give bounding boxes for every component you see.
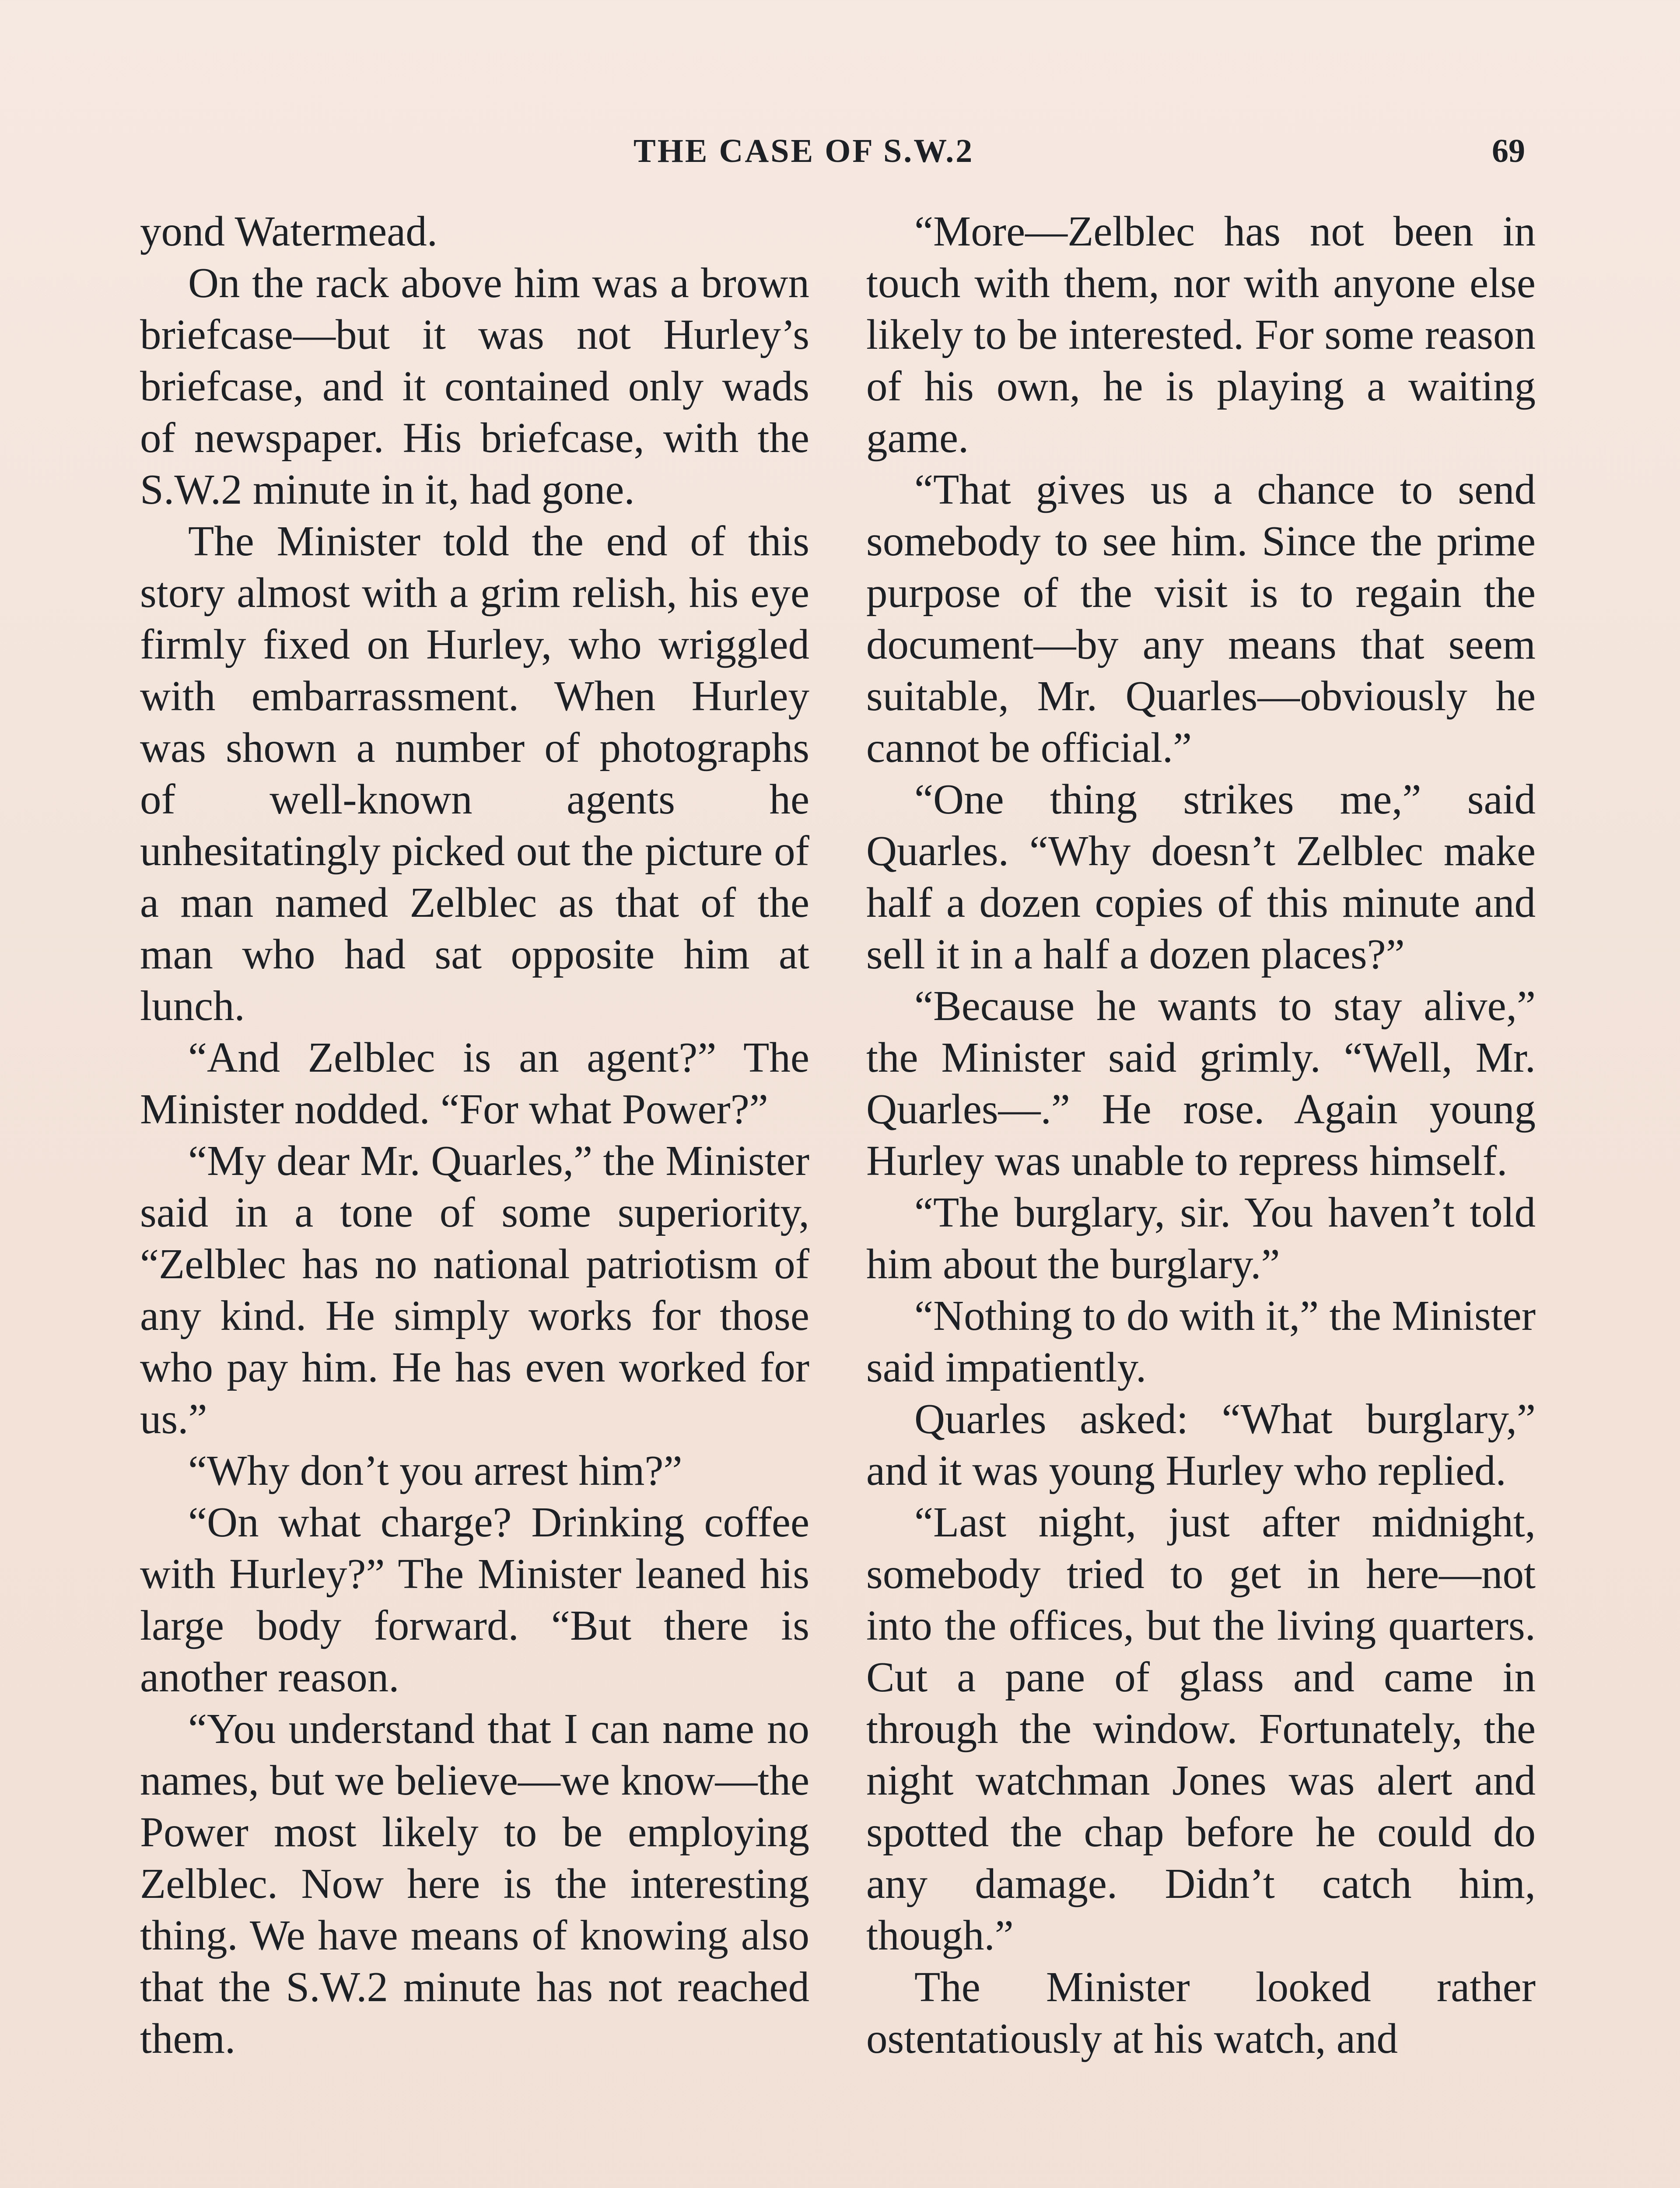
paragraph: “On what charge? Drinking coffee with Hurley?” The Minister leaned his large body forward. “But there is another reason.	[140, 1499, 809, 1701]
paragraph: Quarles asked: “What burglary,” and it was young Hurley who replied.	[866, 1396, 1536, 1494]
paragraph: “You understand that I can name no names, but we believe—we know—the Power most likely to be employing Zelblec. Now here is the interesting thing. We have means of knowing also that the S.W.2 minute has not reached them.	[140, 1705, 809, 2062]
page-number: 69	[1492, 133, 1525, 169]
left-column	[140, 206, 809, 2065]
paragraph: yond Watermead.	[140, 208, 438, 255]
paragraph: “One thing strikes me,” said Quarles. “Why doesn’t Zelblec make half a dozen copies of this minute and sell it in a half a dozen places?”	[866, 776, 1536, 978]
paragraph: “Why don’t you arrest him?”	[188, 1447, 682, 1494]
paragraph: “My dear Mr. Quarles,” the Minister said in a tone of some superiority, “Zelblec has no national patriotism of any kind. He simply works for those who pay him. He has even worked for us.”	[140, 1137, 809, 1442]
right-column	[866, 206, 1536, 2065]
paragraph: The Minister looked rather ostentatiously at his watch, and	[866, 1964, 1536, 2062]
paragraph: “That gives us a chance to send somebody to see him. Since the prime purpose of the visit is to regain the document—by any means that seem suitable, Mr. Quarles—obviously he cannot be official.”	[866, 466, 1536, 771]
paragraph: On the rack above him was a brown briefcase—but it was not Hurley’s briefcase, and it contained only wads of newspaper. His briefcase, with the S.W.2 minute in it, had gone.	[140, 259, 809, 513]
paragraph: “The burglary, sir. You haven’t told him about the burglary.”	[866, 1189, 1536, 1287]
paragraph: “And Zelblec is an agent?” The Minister nodded. “For what Power?”	[140, 1034, 809, 1133]
paragraph: The Minister told the end of this story almost with a grim relish, his eye firmly fixed on Hurley, who wriggled with embarrassment. When Hurley was shown a number of photographs of well-known agents he unhesitatingly picked out the picture of a man named Zelblec as that of the man who had sat opposite him at lunch.	[140, 518, 809, 1029]
paragraph: “More—Zelblec has not been in touch with them, nor with anyone else likely to be interested. For some reason of his own, he is playing a waiting game.	[866, 208, 1536, 461]
paragraph: “Last night, just after midnight, somebody tried to get in here—not into the offices, but the living quarters. Cut a pane of glass and came in through the window. Fortunately, the night watchman Jones was alert and spotted the chap before he could do any damage. Didn’t catch him, though.”	[866, 1499, 1536, 1959]
paragraph: “Nothing to do with it,” the Minister said impatiently.	[866, 1292, 1536, 1391]
page-header	[0, 127, 1680, 184]
running-title: THE CASE OF S.W.2	[634, 133, 974, 169]
paragraph: “Because he wants to stay alive,” the Minister said grimly. “Well, Mr. Quarles—.” He rose. Again young Hurley was unable to repress himself.	[866, 982, 1536, 1184]
